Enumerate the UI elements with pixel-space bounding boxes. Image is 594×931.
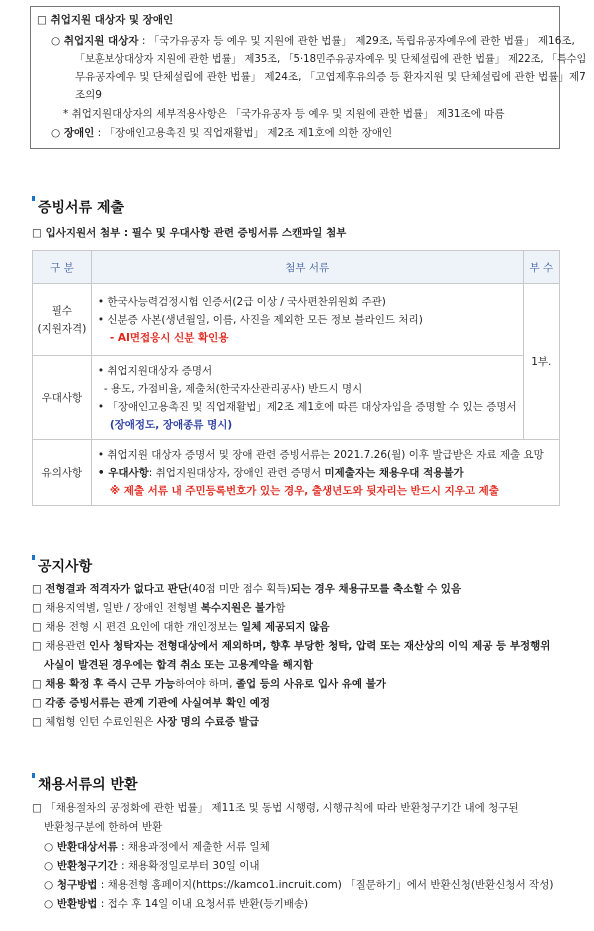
section-marker <box>32 555 35 560</box>
notice-title: 공지사항 <box>38 559 93 575</box>
column-header: 첨부 서류 <box>91 251 523 284</box>
list-item: ○ 반환대상서류 : 채용과정에서 제출한 서류 일체 <box>44 841 270 853</box>
return-line-2: 반환청구분에 한하여 반환 <box>44 821 163 833</box>
table-header-row <box>33 251 560 284</box>
eligibility-line-2: 「보훈보상대상자 지원에 관한 법률」 제35조, 「5·18민주유공자예우 및 단체설립에 관한 법률」 제22조, 「특수임 <box>75 53 587 65</box>
row-documents: • 취업지원대상자 증명서 - 용도, 가점비율, 제출처(한국자산관리공사) 반드시 명시 • 「장애인고용촉진 및 직업재활법」제2조 제1호에 따른 대상자임을 증명할 수 있는 증명서 (장애정도, 장애종류 명시) <box>91 356 523 440</box>
list-item: □ 체험형 인턴 수료인원은 사장 명의 수료증 발급 <box>32 716 259 728</box>
eligibility-line-3: 무유공자예우 및 단체설립에 관한 법률」 제24조, 「고엽제후유의증 등 환자지원 및 단체설립에 관한 법률」제7 <box>75 71 586 83</box>
table-row <box>33 356 560 440</box>
list-item: ○ 청구방법 : 채용전형 홈페이지(https://kamco1.incruit.com) 「질문하기」에서 반환신청(반환신청서 작성) <box>44 879 554 891</box>
eligibility-heading: □ 취업지원 대상자 및 장애인 <box>37 14 174 26</box>
table-row <box>33 284 560 356</box>
list-item: 사실이 발견된 경우에는 합격 취소 또는 고용계약을 해지함 <box>44 659 314 671</box>
list-item: □ 채용 전형 시 편견 요인에 대한 개인정보는 일체 제공되지 않음 <box>32 621 330 633</box>
list-item: □ 채용 확정 후 즉시 근무 가능하여야 하며, 졸업 등의 사유로 입사 유예 불가 <box>32 678 386 690</box>
section-marker <box>32 196 35 201</box>
row-documents: • 취업지원 대상자 증명서 및 장애 관련 증빙서류는 2021.7.26(월) 이후 발급받은 자료 제출 요망 • 우대사항: 취업지원대상자, 장애인 관련 증명서 미제출자는 채용우대 적용불가 ※ 제출 서류 내 주민등록번호가 있는 경우, 출생년도와 뒷자리는 반드시 지우고 제출 <box>91 440 559 506</box>
eligibility-box <box>30 6 587 149</box>
documents-title: 증빙서류 제출 <box>38 200 125 216</box>
list-item: □ 채용지역별, 일반 / 장애인 전형별 복수지원은 불가함 <box>32 602 286 614</box>
list-item: ○ 반환방법 : 접수 후 14일 이내 요청서류 반환(등기배송) <box>44 898 309 910</box>
row-category: 유의사항 <box>33 440 92 506</box>
row-documents: • 한국사능력검정시험 인증서(2급 이상 / 국사편찬위원회 주관) • 신분증 사본(생년월일, 이름, 사진을 제외한 모든 정보 블라인드 처리) - AI면접응시 신분 확인용 <box>91 284 523 356</box>
list-item: □ 채용관련 인사 청탁자는 전형대상에서 제외하며, 향후 부당한 청탁, 압력 또는 재산상의 이익 제공 등 부정행위 <box>32 640 551 652</box>
documents-subheading: □ 입사지원서 첨부 : 필수 및 우대사항 관련 증빙서류 스캔파일 첨부 <box>32 227 347 239</box>
table-row <box>33 440 560 506</box>
eligibility-footnote: * 취업지원대상자의 세부적용사항은 「국가유공자 등 예우 및 지원에 관한 법률」 제31조에 따름 <box>63 108 505 120</box>
row-category: 필수 (지원자격) <box>33 284 92 356</box>
section-marker <box>32 773 35 778</box>
eligibility-line-disabled: ○ 장애인 : 「장애인고용촉진 및 직업재활법」 제2조 제1호에 의한 장애인 <box>51 127 393 139</box>
column-header: 구 분 <box>33 251 92 284</box>
return-line-1: □ 「채용절차의 공정화에 관한 법률」 제11조 및 동법 시행령, 시행규칙에 따라 반환청구기간 내에 청구된 <box>32 802 519 814</box>
row-category: 우대사항 <box>33 356 92 440</box>
list-item: □ 전형결과 적격자가 없다고 판단(40점 미만 점수 획득)되는 경우 채용규모를 축소할 수 있음 <box>32 583 462 595</box>
eligibility-line-4: 조의9 <box>75 89 102 101</box>
documents-table <box>32 250 560 506</box>
list-item: □ 각종 증빙서류는 관계 기관에 사실여부 확인 예정 <box>32 697 271 709</box>
column-header: 부 수 <box>523 251 559 284</box>
eligibility-line-1: ○ 취업지원 대상자 : 「국가유공자 등 예우 및 지원에 관한 법률」 제29조, 독립유공자예우에 관한 법률」 제16조, <box>51 35 575 47</box>
list-item: ○ 반환청구기간 : 채용확정일로부터 30일 이내 <box>44 860 260 872</box>
row-count: 1부. <box>523 284 559 440</box>
return-title: 채용서류의 반환 <box>38 777 138 793</box>
